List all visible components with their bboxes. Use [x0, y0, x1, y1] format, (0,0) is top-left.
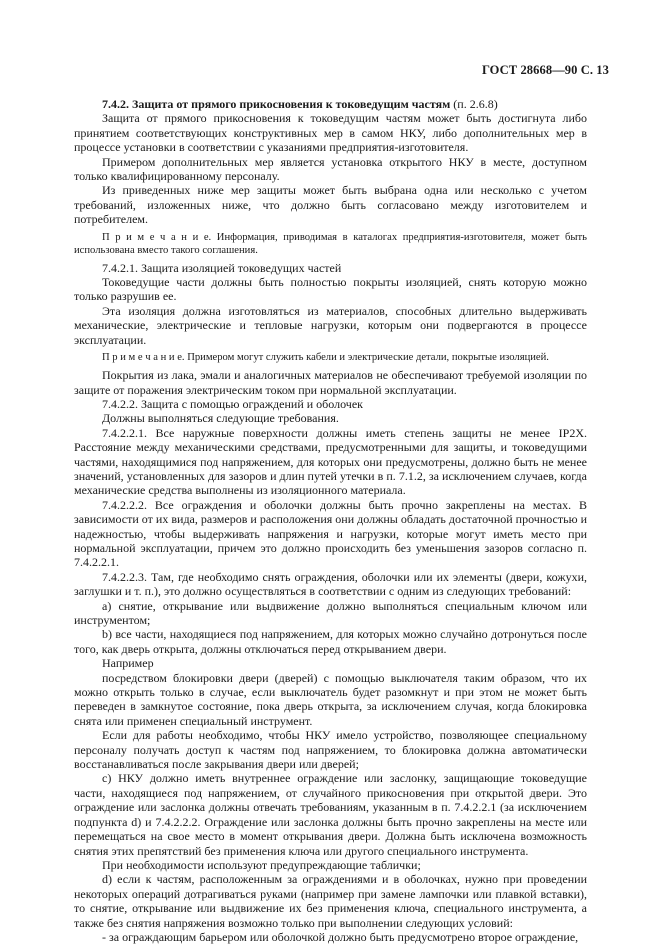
page-header: ГОСТ 28668—90 С. 13	[481, 63, 609, 77]
paragraph: c) НКУ должно иметь внутреннее ограждение или заслонку, защищающие токоведущие части, находящиеся под напряжением, от случайного прикосновения при открытой двери. Это ограждение или заслонка должны отвечать требованиям, указанным в п. 7.4.2.2.1 (за исключением подпункта d) и 7.4.2.2.2. Ограждение или заслонка должны быть прочно закреплены на месте или перемещаться на свое место в момент открывания двери. Должна быть исключена возможность снятия этих препятствий без применения ключа или другого специального инструмента.	[74, 771, 587, 858]
paragraph: При необходимости используют предупреждающие таблички;	[102, 857, 421, 872]
paragraph: Защита от прямого прикосновения к токоведущим частям может быть достигнута либо принятием соответствующих конструктивных мер в самом НКУ, либо дополнительных мер в процессе установки в соответствии с указаниями предприятия-изготовителя.	[74, 111, 587, 155]
section-heading: 7.4.2. Защита от прямого прикосновения к токоведущим частям	[102, 97, 451, 111]
paragraph: Эта изоляция должна изготовляться из материалов, способных длительно выдерживать механические, электрические и тепловые нагрузки, которым они подвергаются в процессе эксплуатации.	[74, 303, 587, 347]
paragraph: Примером дополнительных мер является установка открытого НКУ в месте, доступном только квалифицированному персоналу.	[74, 154, 587, 184]
paragraph: d) если к частям, расположенным за ограждениями и в оболочках, нужно при проведении некоторых операций дотрагиваться руками (например при замене лампочки или плавкой вставки), то снятие, открывание или выдвижение их без применения ключа, специального инструмента, а также без снятия напряжения возможно только при выполнении следующих условий:	[74, 872, 587, 930]
note-paragraph: П р и м е ч а н и е. Информация, приводимая в каталогах предприятия-изготовителя, может быть использована вместо такого соглашения.	[74, 231, 587, 256]
paragraph	[74, 97, 587, 111]
paragraph: 7.4.2.2. Защита с помощью ограждений и оболочек	[102, 396, 363, 411]
document-body	[74, 97, 587, 944]
section-reference: (п. 2.6.8)	[450, 97, 498, 111]
paragraph: Токоведущие части должны быть полностью покрыты изоляцией, снять которую можно только разрушив ее.	[74, 275, 587, 304]
note-paragraph: П р и м е ч а н и е. Примером могут служить кабели и электрические детали, покрытые изоляцией.	[102, 352, 549, 364]
paragraph: Покрытия из лака, эмали и аналогичных материалов не обеспечивают требуемой изоляции по защите от поражения электрическим током при нормальной эксплуатации.	[74, 368, 587, 397]
paragraph: a) снятие, открывание или выдвижение должно выполняться специальным ключом или инструментом;	[74, 598, 587, 627]
paragraph: Например	[102, 656, 154, 671]
paragraph: 7.4.2.2.1. Все наружные поверхности должны иметь степень защиты не менее IP2X. Расстояние между механическими средствами, предусмотренными для защиты, и токоведущими частями, находящимися под напряжением, для которых они предусмотрены, должно быть не менее значений, установленных для зазоров и длин путей утечки в п. 7.1.2, за исключением случаев, когда механические средства выполнены из изоляционного материала.	[74, 425, 587, 498]
paragraph: b) все части, находящиеся под напряжением, для которых можно случайно дотронуться после того, как дверь открыта, должны отключаться перед открыванием двери.	[74, 627, 587, 656]
paragraph: 7.4.2.1. Защита изоляцией токоведущих частей	[102, 260, 342, 275]
paragraph: Если для работы необходимо, чтобы НКУ имело устройство, позволяющее специальному персоналу получать доступ к частям под напряжением, то блокировка должна автоматически восстанавливаться после закрывания двери или дверей;	[74, 728, 587, 772]
paragraph: 7.4.2.2.3. Там, где необходимо снять ограждения, оболочки или их элементы (двери, кожухи, заглушки и т. п.), это должно осуществляться в соответствии с одним из следующих требований:	[74, 569, 587, 599]
paragraph: - за ограждающим барьером или оболочкой должно быть предусмотрено второе ограждение,	[102, 929, 579, 944]
paragraph: Должны выполняться следующие требования.	[102, 411, 339, 426]
paragraph: посредством блокировки двери (дверей) с помощью выключателя таким образом, что их можно открыть только в случае, если выключатель будет разомкнут и при этом не может быть переведен в замкнутое состояние, пока дверь открыта, за исключением случая, когда блокировка снята или применен специальный инструмент.	[74, 670, 587, 728]
paragraph: Из приведенных ниже мер защиты может быть выбрана одна или несколько с учетом требований, изложенных ниже, что должно быть согласовано между изготовителем и потребителем.	[74, 183, 587, 227]
paragraph: 7.4.2.2.2. Все ограждения и оболочки должны быть прочно закреплены на местах. В зависимости от их вида, размеров и расположения они должны обладать достаточной прочностью и надежностью, чтобы выдерживать напряжения и нагрузки, которые могут иметь место при нормальной эксплуатации, причем это должно происходить без уменьшения зазоров согласно п. 7.4.2.2.1.	[74, 497, 587, 570]
